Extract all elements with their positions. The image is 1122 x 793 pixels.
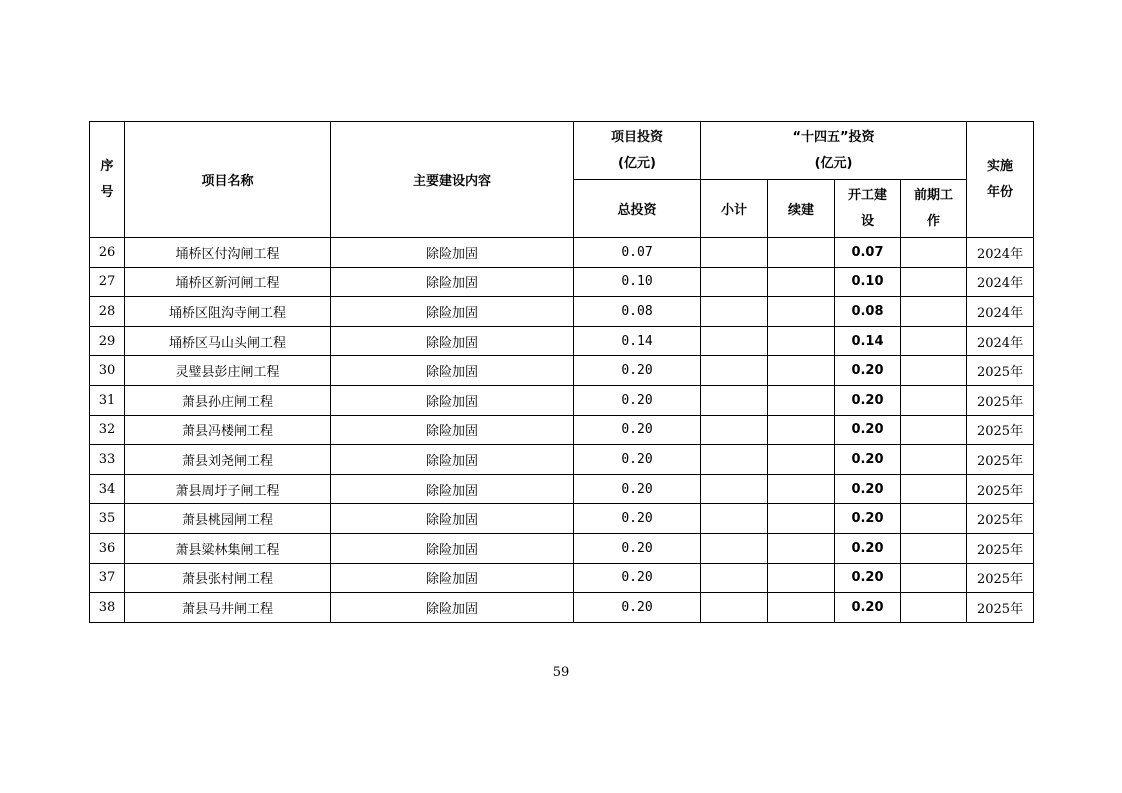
cell-preliminary-work	[901, 326, 967, 356]
cell-year: 2025年	[967, 533, 1034, 563]
cell-main-content: 除险加固	[331, 504, 574, 534]
header-project-investment-line2: (亿元)	[618, 155, 656, 171]
cell-total-investment: 0.20	[574, 533, 701, 563]
header-seq-line1: 序	[100, 158, 114, 174]
cell-total-investment: 0.10	[574, 267, 701, 297]
cell-new-construction: 0.20	[835, 385, 901, 415]
cell-total-investment: 0.20	[574, 445, 701, 475]
table-row	[90, 356, 1034, 386]
cell-new-construction: 0.14	[835, 326, 901, 356]
cell-subtotal	[701, 563, 768, 593]
cell-preliminary-work	[901, 533, 967, 563]
cell-main-content: 除险加固	[331, 445, 574, 475]
header-plan-investment-line2: (亿元)	[814, 155, 853, 171]
cell-year: 2024年	[967, 238, 1034, 268]
cell-main-content: 除险加固	[331, 297, 574, 327]
cell-continued	[768, 445, 835, 475]
header-preliminary-work-line2: 作	[927, 213, 941, 229]
cell-project-name: 萧县马井闸工程	[125, 593, 331, 623]
cell-preliminary-work	[901, 297, 967, 327]
cell-project-name: 埇桥区阻沟寺闸工程	[125, 297, 331, 327]
cell-continued	[768, 415, 835, 445]
cell-main-content: 除险加固	[331, 563, 574, 593]
cell-year: 2025年	[967, 563, 1034, 593]
cell-seq: 27	[90, 267, 125, 297]
cell-new-construction: 0.10	[835, 267, 901, 297]
cell-new-construction: 0.20	[835, 415, 901, 445]
cell-subtotal	[701, 415, 768, 445]
investment-table	[89, 121, 1034, 623]
table-row	[90, 533, 1034, 563]
header-year-line2: 年份	[987, 184, 1014, 200]
table-row	[90, 593, 1034, 623]
cell-project-name: 萧县周圩子闸工程	[125, 474, 331, 504]
cell-total-investment: 0.20	[574, 474, 701, 504]
header-preliminary-work	[901, 180, 967, 238]
cell-seq: 34	[90, 474, 125, 504]
header-seq-line2: 号	[100, 184, 114, 200]
table-row	[90, 297, 1034, 327]
cell-seq: 32	[90, 415, 125, 445]
cell-project-name: 埇桥区马山头闸工程	[125, 326, 331, 356]
cell-seq: 35	[90, 504, 125, 534]
header-plan-investment	[701, 122, 967, 180]
cell-main-content: 除险加固	[331, 593, 574, 623]
cell-main-content: 除险加固	[331, 474, 574, 504]
cell-preliminary-work	[901, 238, 967, 268]
cell-subtotal	[701, 593, 768, 623]
cell-total-investment: 0.20	[574, 563, 701, 593]
cell-subtotal	[701, 267, 768, 297]
cell-preliminary-work	[901, 385, 967, 415]
header-seq	[90, 122, 125, 238]
table-body	[90, 238, 1034, 623]
cell-year: 2024年	[967, 326, 1034, 356]
cell-seq: 31	[90, 385, 125, 415]
cell-continued	[768, 238, 835, 268]
cell-subtotal	[701, 474, 768, 504]
cell-main-content: 除险加固	[331, 415, 574, 445]
header-project-investment	[574, 122, 701, 180]
cell-year: 2025年	[967, 445, 1034, 475]
table-row	[90, 267, 1034, 297]
cell-project-name: 灵璧县彭庄闸工程	[125, 356, 331, 386]
cell-project-name: 萧县孙庄闸工程	[125, 385, 331, 415]
cell-continued	[768, 593, 835, 623]
cell-continued	[768, 504, 835, 534]
cell-seq: 29	[90, 326, 125, 356]
cell-preliminary-work	[901, 415, 967, 445]
cell-main-content: 除险加固	[331, 385, 574, 415]
cell-seq: 37	[90, 563, 125, 593]
cell-project-name: 萧县刘尧闸工程	[125, 445, 331, 475]
header-main-content: 主要建设内容	[331, 122, 574, 238]
cell-continued	[768, 563, 835, 593]
cell-new-construction: 0.20	[835, 593, 901, 623]
cell-continued	[768, 356, 835, 386]
cell-new-construction: 0.08	[835, 297, 901, 327]
cell-main-content: 除险加固	[331, 533, 574, 563]
page-number: 59	[552, 665, 570, 680]
cell-preliminary-work	[901, 563, 967, 593]
cell-total-investment: 0.07	[574, 238, 701, 268]
cell-total-investment: 0.20	[574, 356, 701, 386]
cell-main-content: 除险加固	[331, 356, 574, 386]
cell-project-name: 埇桥区付沟闸工程	[125, 238, 331, 268]
cell-project-name: 萧县张村闸工程	[125, 563, 331, 593]
cell-total-investment: 0.20	[574, 504, 701, 534]
cell-subtotal	[701, 533, 768, 563]
cell-continued	[768, 474, 835, 504]
header-continued: 续建	[768, 180, 835, 238]
cell-year: 2025年	[967, 474, 1034, 504]
cell-subtotal	[701, 326, 768, 356]
cell-preliminary-work	[901, 474, 967, 504]
cell-total-investment: 0.20	[574, 385, 701, 415]
cell-preliminary-work	[901, 356, 967, 386]
cell-main-content: 除险加固	[331, 238, 574, 268]
cell-year: 2024年	[967, 297, 1034, 327]
cell-year: 2025年	[967, 593, 1034, 623]
cell-subtotal	[701, 385, 768, 415]
cell-new-construction: 0.20	[835, 445, 901, 475]
table-row	[90, 238, 1034, 268]
header-subtotal: 小计	[701, 180, 768, 238]
cell-subtotal	[701, 297, 768, 327]
cell-preliminary-work	[901, 267, 967, 297]
cell-preliminary-work	[901, 504, 967, 534]
cell-year: 2025年	[967, 356, 1034, 386]
header-plan-investment-line1: “十四五”投资	[792, 129, 875, 145]
cell-year: 2025年	[967, 415, 1034, 445]
header-project-investment-line1: 项目投资	[610, 129, 663, 145]
cell-continued	[768, 326, 835, 356]
header-new-construction-line1: 开工建	[847, 187, 887, 203]
cell-new-construction: 0.20	[835, 504, 901, 534]
table-row	[90, 445, 1034, 475]
table-row	[90, 415, 1034, 445]
header-preliminary-work-line1: 前期工	[914, 187, 954, 203]
cell-new-construction: 0.20	[835, 356, 901, 386]
header-new-construction-line2: 设	[860, 213, 874, 229]
cell-seq: 26	[90, 238, 125, 268]
cell-total-investment: 0.20	[574, 415, 701, 445]
header-project-name: 项目名称	[125, 122, 331, 238]
cell-subtotal	[701, 238, 768, 268]
cell-seq: 38	[90, 593, 125, 623]
header-total-investment: 总投资	[574, 180, 701, 238]
table-row	[90, 563, 1034, 593]
cell-new-construction: 0.20	[835, 533, 901, 563]
cell-seq: 28	[90, 297, 125, 327]
cell-subtotal	[701, 356, 768, 386]
cell-continued	[768, 267, 835, 297]
cell-new-construction: 0.20	[835, 474, 901, 504]
cell-seq: 36	[90, 533, 125, 563]
cell-main-content: 除险加固	[331, 267, 574, 297]
cell-seq: 33	[90, 445, 125, 475]
header-year	[967, 122, 1034, 238]
cell-continued	[768, 297, 835, 327]
cell-preliminary-work	[901, 593, 967, 623]
cell-continued	[768, 533, 835, 563]
table-row	[90, 474, 1034, 504]
cell-project-name: 萧县冯楼闸工程	[125, 415, 331, 445]
cell-new-construction: 0.07	[835, 238, 901, 268]
cell-new-construction: 0.20	[835, 563, 901, 593]
cell-subtotal	[701, 445, 768, 475]
cell-seq: 30	[90, 356, 125, 386]
table-row	[90, 504, 1034, 534]
header-new-construction	[835, 180, 901, 238]
cell-project-name: 萧县粱林集闸工程	[125, 533, 331, 563]
cell-year: 2025年	[967, 504, 1034, 534]
header-year-line1: 实施	[987, 158, 1014, 174]
cell-preliminary-work	[901, 445, 967, 475]
cell-continued	[768, 385, 835, 415]
cell-project-name: 埇桥区新河闸工程	[125, 267, 331, 297]
table-row	[90, 326, 1034, 356]
cell-year: 2024年	[967, 267, 1034, 297]
cell-project-name: 萧县桃园闸工程	[125, 504, 331, 534]
table-row	[90, 385, 1034, 415]
cell-total-investment: 0.20	[574, 593, 701, 623]
cell-year: 2025年	[967, 385, 1034, 415]
cell-subtotal	[701, 504, 768, 534]
cell-main-content: 除险加固	[331, 326, 574, 356]
cell-total-investment: 0.14	[574, 326, 701, 356]
cell-total-investment: 0.08	[574, 297, 701, 327]
